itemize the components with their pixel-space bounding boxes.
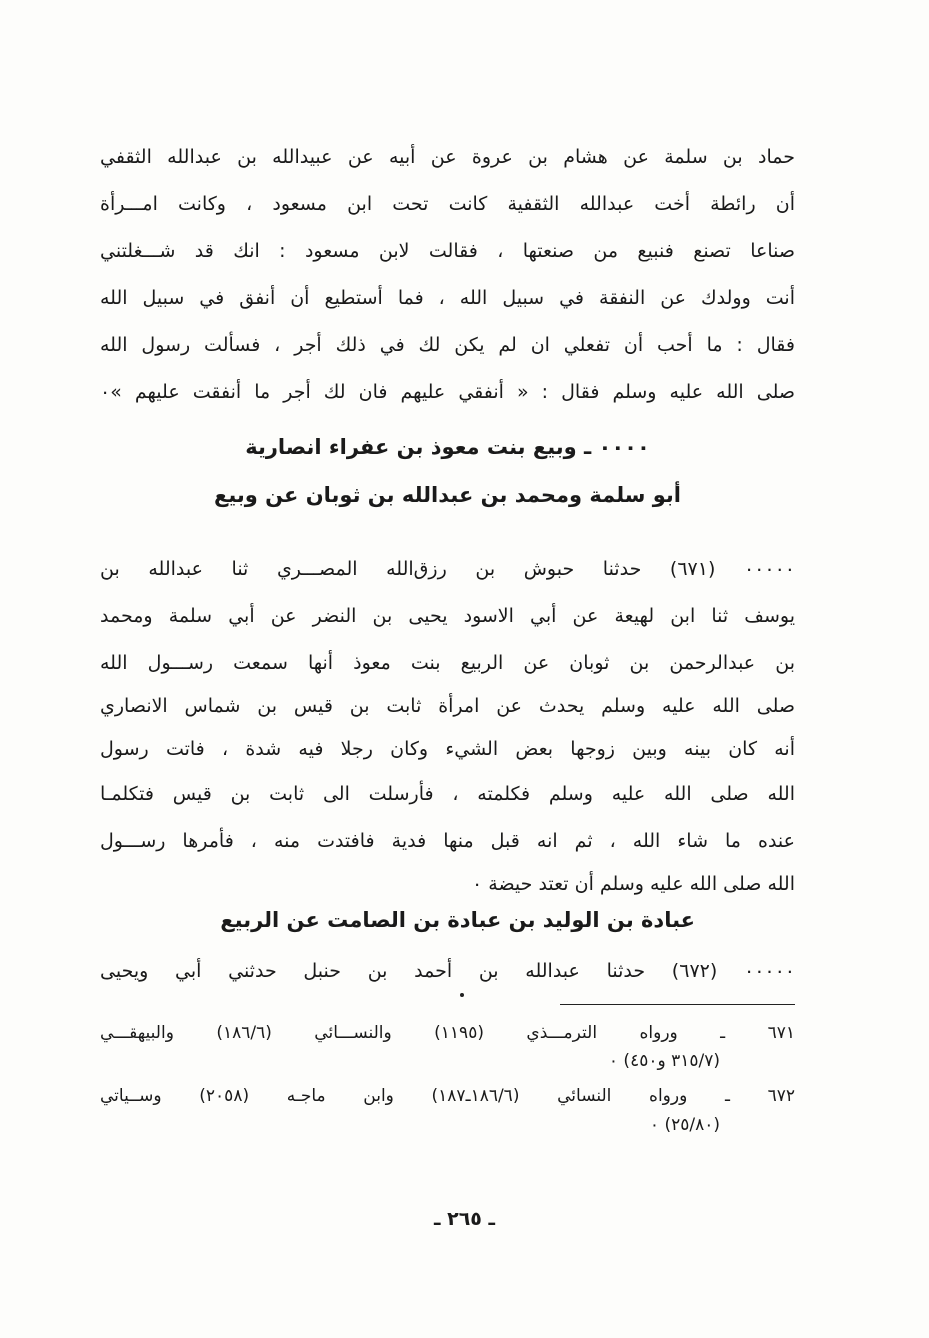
section-subheading: أبو سلمة ومحمد بن عبدالله بن ثوبان عن وبيع	[213, 483, 682, 507]
page-number: ـ ٢٦٥ ـ	[433, 1208, 495, 1230]
footnote-line: (٣١٥/٧ و٤٥٠) ٠	[608, 1051, 720, 1071]
footnote-line: (٢٥/٨٠) ٠	[649, 1115, 720, 1135]
text-line: ٠٠٠٠٠ (٦٧١) حدثنا حبوش بن رزق‌الله المصـــري ثنا عبدالله بن	[100, 558, 795, 580]
text-line: ٠٠٠٠٠ (٦٧٢) حدثنا عبدالله بن أحمد بن حنبل حدثني أبي ويحيى	[100, 960, 795, 982]
footnote-separator	[560, 1004, 795, 1005]
footnote-line: ٦٧٢ ـ ورواه النسائي (١٨٦/٦ـ١٨٧) وابن ماجـه (٢٠٥٨) وســياتي	[100, 1086, 795, 1106]
text-line: الله صلى الله عليه وسلم أن تعتد حيضة ٠	[472, 873, 795, 895]
text-line: الله صلى الله عليه وسلم فكلمته ، فأرسلت الى ثابت بن قيس فتكلمـا	[100, 783, 795, 805]
text-line: يوسف ثنا ابن لهيعة عن أبي الاسود يحيى بن النضر عن أبي سلمة ومحمد	[100, 605, 795, 627]
text-line: أنه كان بينه وبين زوجها بعض الشيء وكان رجلا فيه شدة ، فاتت رسول	[100, 738, 795, 760]
text-line: صلى الله عليه وسلم فقال : « أنفقي عليهم فان لك أجر ما أنفقت عليهم »٠	[100, 381, 795, 403]
text-line: أنت وولدك عن النفقة في سبيل الله ، فما أستطيع أن أنفق في سبيل الله	[100, 287, 795, 309]
section-heading: ٠٠٠٠ ـ وبيع بنت معوذ بن عفراء انصارية	[245, 435, 650, 459]
separator-dot	[460, 993, 464, 997]
text-line: صلى الله عليه وسلم يحدث عن امرأة ثابت بن قيس بن شماس الانصاري	[100, 695, 795, 717]
text-line: صناعا تصنع فنبيع من صنعتها ، فقالت لابن مسعود : انك قد شـــغلتني	[100, 240, 795, 262]
text-line: أن رائطة أخت عبدالله الثقفية كانت تحت ابن مسعود ، وكانت امـــرأة	[100, 193, 795, 215]
footnote-line: ٦٧١ ـ ورواه الترمـــذي (١١٩٥) والنســـائي (١٨٦/٦) والبيهقـــي	[100, 1023, 795, 1043]
text-line: حماد بن سلمة عن هشام بن عروة عن أبيه عن عبيدالله بن عبدالله الثقفي	[100, 146, 795, 168]
text-line: فقال : ما أحب أن تفعلي ان لم يكن لك في ذلك أجر ، فسألت رسول الله	[100, 334, 795, 356]
text-line: بن عبدالرحمن بن ثوبان عن الربيع بنت معوذ أنها سمعت رســـول الله	[100, 652, 795, 674]
text-line: عنده ما شاء الله ، ثم انه قبل منها فدية فافتدت منه ، فأمرها رســـول	[100, 830, 795, 852]
section-heading: عبادة بن الوليد بن عبادة بن الصامت عن الربيع	[220, 908, 695, 932]
